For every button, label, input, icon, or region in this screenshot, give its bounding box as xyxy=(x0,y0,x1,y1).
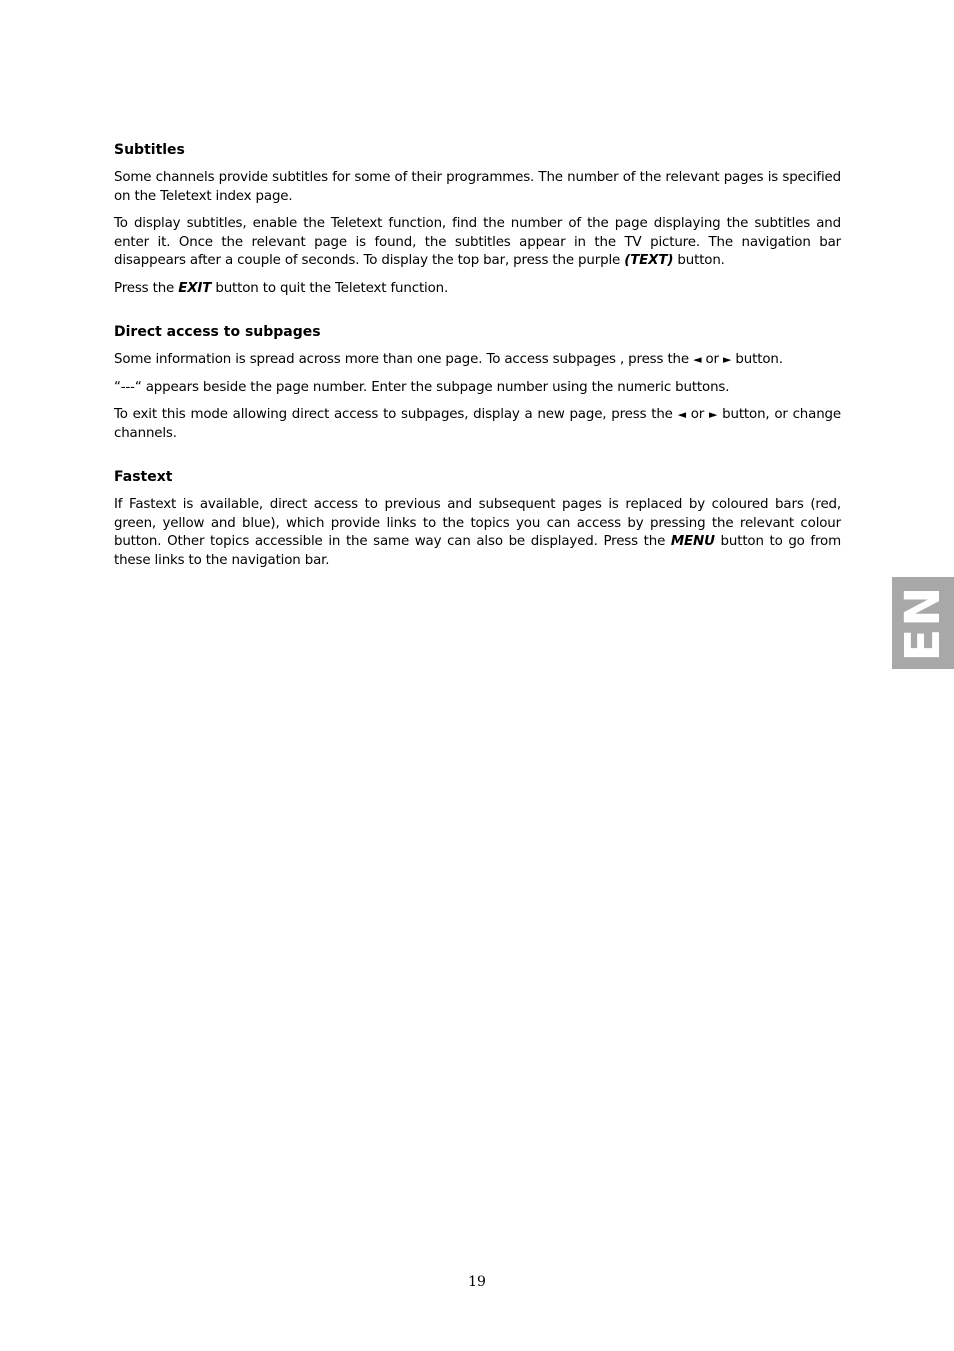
paragraph-text: or xyxy=(701,352,724,367)
paragraph-text: button. xyxy=(673,253,725,268)
section-heading: Subtitles xyxy=(114,142,185,158)
paragraph-text: Some information is spread across more than one page. To access subpages , press the xyxy=(114,352,694,367)
paragraph-text: or xyxy=(685,407,709,422)
section-fastext xyxy=(114,467,841,570)
paragraph-text: button to go from these links to the navigation bar. xyxy=(114,534,841,568)
paragraph xyxy=(114,280,841,299)
menu-button-name: MENU xyxy=(670,534,715,549)
paragraph-text: button, or change channels. xyxy=(114,407,841,441)
language-tab xyxy=(892,577,954,669)
right-arrow-icon: ► xyxy=(709,408,718,421)
paragraph-text: If Fastext is available, direct access to previous and subsequent pages is replaced by coloured bars (red, green, yellow and blue), which provide links to the topics you can access by pressing the relevant colour button. Other topics accessible in the same way can also be displayed. Press the xyxy=(114,497,841,549)
right-arrow-icon: ► xyxy=(723,353,732,366)
paragraph-text: To exit this mode allowing direct access to subpages, display a new page, press the xyxy=(114,407,678,422)
paragraph xyxy=(114,406,841,443)
page-content xyxy=(114,140,841,594)
section-heading: Fastext xyxy=(114,469,173,485)
paragraph: Some channels provide subtitles for some of their programmes. The number of the relevant pages is specified on the Teletext index page. xyxy=(114,170,841,204)
section-subtitles xyxy=(114,140,841,298)
language-tab-label: EN xyxy=(895,584,951,662)
paragraph xyxy=(114,215,841,271)
paragraph-text: Press the xyxy=(114,280,179,296)
left-arrow-icon: ◄ xyxy=(677,408,686,421)
paragraph xyxy=(114,351,841,370)
paragraph-text: button to quit the Teletext function. xyxy=(211,280,449,296)
paragraph-text: To display subtitles, enable the Teletext function, find the number of the page displaying the subtitles and enter it. Once the relevant page is found, the subtitles appear in the TV picture. The navigation bar disappears after a couple of seconds. To display the top bar, press the purple xyxy=(114,216,841,268)
page-number: 19 xyxy=(468,1274,486,1290)
exit-button-name: EXIT xyxy=(178,280,212,296)
section-heading: Direct access to subpages xyxy=(114,324,321,340)
paragraph-text: button. xyxy=(731,352,783,367)
left-arrow-icon: ◄ xyxy=(693,353,702,366)
paragraph: “---“ appears beside the page number. Enter the subpage number using the numeric buttons. xyxy=(114,379,730,395)
section-direct-access xyxy=(114,322,841,443)
text-button-name: (TEXT) xyxy=(624,253,674,268)
paragraph xyxy=(114,496,841,570)
